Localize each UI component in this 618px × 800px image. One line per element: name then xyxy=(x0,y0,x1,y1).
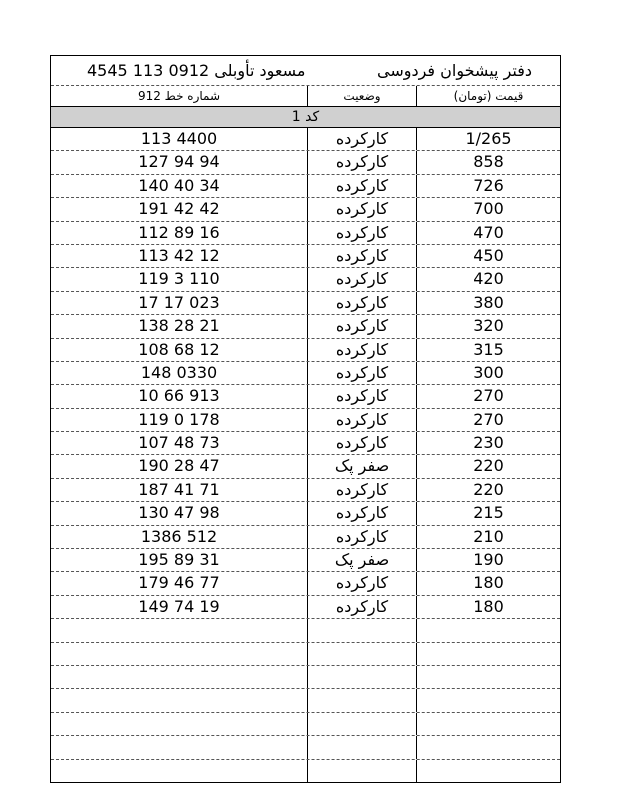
table-row xyxy=(51,455,560,478)
table-row xyxy=(51,222,560,245)
price-cell: 220 xyxy=(473,456,504,476)
status-cell: کارکرده xyxy=(308,128,417,150)
table-row xyxy=(51,409,560,432)
price-sheet xyxy=(50,55,561,783)
table-row xyxy=(51,339,560,362)
table-row xyxy=(51,596,560,619)
table-row xyxy=(51,619,560,642)
column-header-line: شماره خط 912 xyxy=(51,86,308,106)
line-number-cell: 10 66 913 xyxy=(51,385,308,407)
status-cell: کارکرده xyxy=(308,572,417,594)
line-number-cell: 107 48 73 xyxy=(51,432,308,454)
price-cell: 420 xyxy=(473,269,504,289)
status-cell: کارکرده xyxy=(308,198,417,220)
status-cell: کارکرده xyxy=(308,222,417,244)
line-number-cell: 113 4400 xyxy=(51,128,308,150)
line-number-cell: 190 28 47 xyxy=(51,455,308,477)
price-cell xyxy=(417,736,560,758)
price-cell: 700 xyxy=(473,199,504,219)
price-cell: 180 xyxy=(473,573,504,593)
status-cell: کارکرده xyxy=(308,339,417,361)
column-header-price: قیمت (تومان) xyxy=(453,89,524,103)
price-cell: 380 xyxy=(473,292,504,312)
column-headers xyxy=(51,86,560,107)
price-cell: 230 xyxy=(473,433,504,453)
status-cell xyxy=(308,619,417,641)
status-cell: کارکرده xyxy=(308,385,417,407)
status-cell xyxy=(308,760,417,782)
table-row xyxy=(51,315,560,338)
price-cell: 220 xyxy=(473,479,504,499)
line-number-cell xyxy=(51,689,308,711)
price-cell: 470 xyxy=(473,222,504,242)
line-number-cell: 119 0 178 xyxy=(51,409,308,431)
status-cell: کارکرده xyxy=(308,315,417,337)
status-cell: کارکرده xyxy=(308,292,417,314)
line-number-cell: 130 47 98 xyxy=(51,502,308,524)
line-number-cell: 149 74 19 xyxy=(51,596,308,618)
line-number-cell xyxy=(51,643,308,665)
price-cell: 1/265 xyxy=(465,129,512,148)
table-row xyxy=(51,362,560,385)
line-number-cell: 112 89 16 xyxy=(51,222,308,244)
price-cell: 215 xyxy=(473,503,504,523)
price-cell: 858 xyxy=(473,152,504,172)
status-cell xyxy=(308,736,417,758)
table-row xyxy=(51,151,560,174)
table-row xyxy=(51,198,560,221)
line-number-cell: 119 3 110 xyxy=(51,268,308,290)
line-number-cell: 138 28 21 xyxy=(51,315,308,337)
status-cell: کارکرده xyxy=(308,479,417,501)
price-cell xyxy=(417,666,560,688)
price-cell: 270 xyxy=(473,386,504,406)
price-cell: 300 xyxy=(473,362,504,382)
table-row xyxy=(51,643,560,666)
price-cell: 450 xyxy=(473,245,504,265)
status-cell: کارکرده xyxy=(308,175,417,197)
status-cell: کارکرده xyxy=(308,151,417,173)
status-cell: کارکرده xyxy=(308,596,417,618)
status-cell: صفر پک xyxy=(308,549,417,571)
office-title: دفتر پیشخوان فردوسی xyxy=(376,61,532,80)
price-cell xyxy=(417,643,560,665)
line-number-cell xyxy=(51,736,308,758)
line-number-cell: 17 17 023 xyxy=(51,292,308,314)
price-cell xyxy=(417,713,560,735)
line-number-cell: 179 46 77 xyxy=(51,572,308,594)
table-row xyxy=(51,479,560,502)
table-row xyxy=(51,572,560,595)
table-row xyxy=(51,385,560,408)
table-row xyxy=(51,128,560,151)
table-row xyxy=(51,713,560,736)
status-cell xyxy=(308,666,417,688)
line-number-cell xyxy=(51,713,308,735)
line-number-cell: 148 0330 xyxy=(51,362,308,384)
sheet-header xyxy=(51,56,560,86)
table-row xyxy=(51,760,560,782)
status-cell: کارکرده xyxy=(308,432,417,454)
status-cell: کارکرده xyxy=(308,526,417,548)
price-cell: 190 xyxy=(473,550,504,570)
line-number-cell: 195 89 31 xyxy=(51,549,308,571)
table-row xyxy=(51,175,560,198)
table-row xyxy=(51,689,560,712)
price-cell: 210 xyxy=(473,526,504,546)
price-cell: 180 xyxy=(473,596,504,616)
price-cell xyxy=(417,760,560,782)
line-number-cell: 108 68 12 xyxy=(51,339,308,361)
status-cell: کارکرده xyxy=(308,502,417,524)
price-cell: 315 xyxy=(473,339,504,359)
price-cell: 270 xyxy=(473,409,504,429)
status-cell: صفر پک xyxy=(308,455,417,477)
table-row xyxy=(51,245,560,268)
table-row xyxy=(51,549,560,572)
status-cell: کارکرده xyxy=(308,268,417,290)
status-cell xyxy=(308,689,417,711)
price-cell: 726 xyxy=(473,175,504,195)
section-label: کد 1 xyxy=(51,107,560,128)
status-cell xyxy=(308,643,417,665)
table-row xyxy=(51,526,560,549)
line-number-cell: 127 94 94 xyxy=(51,151,308,173)
line-number-cell: 191 42 42 xyxy=(51,198,308,220)
status-cell: کارکرده xyxy=(308,409,417,431)
price-cell xyxy=(417,619,560,641)
line-number-cell: 113 42 12 xyxy=(51,245,308,267)
price-cell xyxy=(417,689,560,711)
status-cell: کارکرده xyxy=(308,245,417,267)
line-number-cell xyxy=(51,666,308,688)
owner-contact: مسعود تأوبلی 0912 113 4545 xyxy=(87,61,306,80)
line-number-cell xyxy=(51,619,308,641)
column-header-status: وضعیت xyxy=(308,86,417,106)
line-number-cell: 187 41 71 xyxy=(51,479,308,501)
status-cell xyxy=(308,713,417,735)
table-row xyxy=(51,502,560,525)
table-row xyxy=(51,292,560,315)
table-row xyxy=(51,736,560,759)
table-body xyxy=(51,128,560,782)
line-number-cell: 1386 512 xyxy=(51,526,308,548)
table-row xyxy=(51,666,560,689)
line-number-cell: 140 40 34 xyxy=(51,175,308,197)
price-cell: 320 xyxy=(473,316,504,336)
status-cell: کارکرده xyxy=(308,362,417,384)
table-row xyxy=(51,432,560,455)
table-row xyxy=(51,268,560,291)
line-number-cell xyxy=(51,760,308,782)
